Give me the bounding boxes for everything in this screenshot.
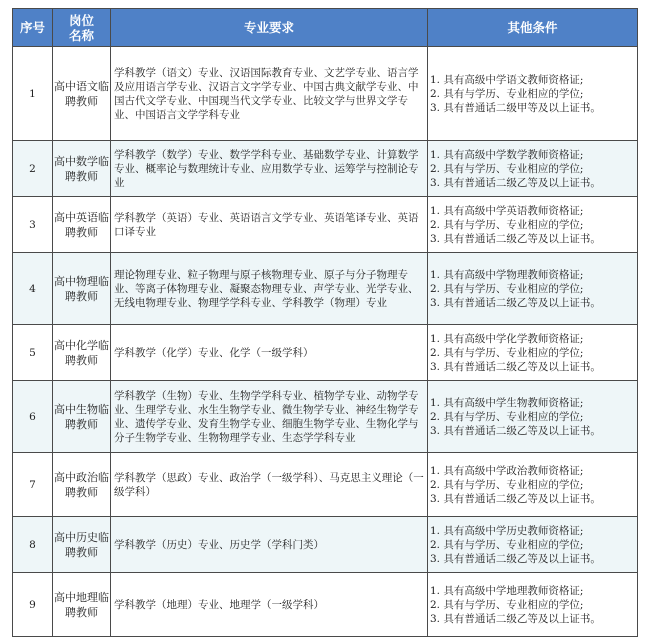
major-requirement: 学科教学（思政）专业、政治学（一级学科）、马克思主义理论（一级学科） <box>111 453 428 517</box>
row-number: 7 <box>13 453 53 517</box>
table-row <box>13 253 638 325</box>
major-requirement: 学科教学（历史）专业、历史学（学科门类） <box>111 517 428 573</box>
condition-item: 1. 具有高级中学英语教师资格证; <box>430 204 584 217</box>
condition-item: 3. 具有普通话二级乙等及以上证书。 <box>430 552 601 565</box>
row-number: 3 <box>13 197 53 253</box>
row-number: 1 <box>13 47 53 141</box>
condition-item: 3. 具有普通话二级乙等及以上证书。 <box>430 492 601 505</box>
condition-item: 1. 具有高级中学物理教师资格证; <box>430 268 584 281</box>
condition-item: 1. 具有高级中学地理教师资格证; <box>430 584 584 597</box>
position-name: 高中语文临聘教师 <box>53 47 111 141</box>
condition-item: 3. 具有普通话二级乙等及以上证书。 <box>430 424 601 437</box>
position-name: 高中历史临聘教师 <box>53 517 111 573</box>
row-number: 9 <box>13 573 53 637</box>
header-conditions: 其他条件 <box>428 9 638 47</box>
other-conditions <box>428 573 638 637</box>
table-row <box>13 573 638 637</box>
condition-item: 1. 具有高级中学化学教师资格证; <box>430 332 584 345</box>
other-conditions <box>428 381 638 453</box>
condition-item: 2. 具有与学历、专业相应的学位; <box>430 478 584 491</box>
position-name: 高中数学临聘教师 <box>53 141 111 197</box>
other-conditions <box>428 47 638 141</box>
header-position-line2: 名称 <box>68 27 94 43</box>
position-name: 高中化学临聘教师 <box>53 325 111 381</box>
condition-item: 2. 具有与学历、专业相应的学位; <box>430 162 584 175</box>
condition-item: 3. 具有普通话二级乙等及以上证书。 <box>430 360 601 373</box>
row-number: 4 <box>13 253 53 325</box>
position-name: 高中物理临聘教师 <box>53 253 111 325</box>
major-requirement: 学科教学（地理）专业、地理学（一级学科） <box>111 573 428 637</box>
other-conditions <box>428 325 638 381</box>
major-requirement: 学科教学（数学）专业、数学学科专业、基础数学专业、计算数学专业、概率论与数理统计专业、应用数学专业、运筹学与控制论专业 <box>111 141 428 197</box>
condition-item: 3. 具有普通话二级乙等及以上证书。 <box>430 232 601 245</box>
row-number: 5 <box>13 325 53 381</box>
major-requirement: 学科教学（生物）专业、生物学学科专业、植物学专业、动物学专业、生理学专业、水生生物学专业、微生物学专业、神经生物学专业、遗传学专业、发育生物学专业、细胞生物学专业、生物化学与分子生物学专业、生物物理学专业、生态学学科专业 <box>111 381 428 453</box>
condition-item: 3. 具有普通话二级甲等及以上证书。 <box>430 101 601 114</box>
header-major: 专业要求 <box>111 9 428 47</box>
position-name: 高中生物临聘教师 <box>53 381 111 453</box>
condition-item: 1. 具有高级中学政治教师资格证; <box>430 464 584 477</box>
condition-item: 2. 具有与学历、专业相应的学位; <box>430 410 584 423</box>
header-no: 序号 <box>13 9 53 47</box>
other-conditions <box>428 197 638 253</box>
other-conditions <box>428 253 638 325</box>
condition-item: 3. 具有普通话二级乙等及以上证书。 <box>430 612 601 625</box>
recruitment-table <box>12 8 638 637</box>
table-row <box>13 47 638 141</box>
table-row <box>13 197 638 253</box>
position-name: 高中英语临聘教师 <box>53 197 111 253</box>
other-conditions <box>428 141 638 197</box>
row-number: 2 <box>13 141 53 197</box>
condition-item: 3. 具有普通话二级乙等及以上证书。 <box>430 176 601 189</box>
position-name: 高中地理临聘教师 <box>53 573 111 637</box>
row-number: 8 <box>13 517 53 573</box>
major-requirement: 学科教学（语文）专业、汉语国际教育专业、文艺学专业、语言学及应用语言学专业、汉语言文字学专业、中国古典文献学专业、中国古代文学专业、中国现当代文学专业、比较文学与世界文学专业、中国语言文学学科专业 <box>111 47 428 141</box>
condition-item: 2. 具有与学历、专业相应的学位; <box>430 282 584 295</box>
recruitment-table-wrapper <box>12 8 637 637</box>
table-row <box>13 141 638 197</box>
other-conditions <box>428 517 638 573</box>
condition-item: 2. 具有与学历、专业相应的学位; <box>430 346 584 359</box>
condition-item: 3. 具有普通话二级乙等及以上证书。 <box>430 296 601 309</box>
position-name: 高中政治临聘教师 <box>53 453 111 517</box>
condition-item: 2. 具有与学历、专业相应的学位; <box>430 538 584 551</box>
other-conditions <box>428 453 638 517</box>
table-row <box>13 453 638 517</box>
major-requirement: 学科教学（化学）专业、化学（一级学科） <box>111 325 428 381</box>
condition-item: 1. 具有高级中学语文教师资格证; <box>430 73 584 86</box>
condition-item: 2. 具有与学历、专业相应的学位; <box>430 218 584 231</box>
table-row <box>13 381 638 453</box>
condition-item: 1. 具有高级中学生物教师资格证; <box>430 396 584 409</box>
major-requirement: 理论物理专业、粒子物理与原子核物理专业、原子与分子物理专业、等离子体物理专业、凝聚态物理专业、声学专业、光学专业、无线电物理专业、物理学学科专业、学科教学（物理）专业 <box>111 253 428 325</box>
condition-item: 1. 具有高级中学数学教师资格证; <box>430 148 584 161</box>
table-body <box>13 47 638 637</box>
condition-item: 2. 具有与学历、专业相应的学位; <box>430 598 584 611</box>
condition-item: 2. 具有与学历、专业相应的学位; <box>430 87 584 100</box>
table-row <box>13 325 638 381</box>
row-number: 6 <box>13 381 53 453</box>
header-position-line1: 岗位 <box>68 12 94 28</box>
condition-item: 1. 具有高级中学历史教师资格证; <box>430 524 584 537</box>
major-requirement: 学科教学（英语）专业、英语语言文学专业、英语笔译专业、英语口译专业 <box>111 197 428 253</box>
table-row <box>13 517 638 573</box>
table-header-row <box>13 9 638 47</box>
header-position <box>53 9 111 47</box>
